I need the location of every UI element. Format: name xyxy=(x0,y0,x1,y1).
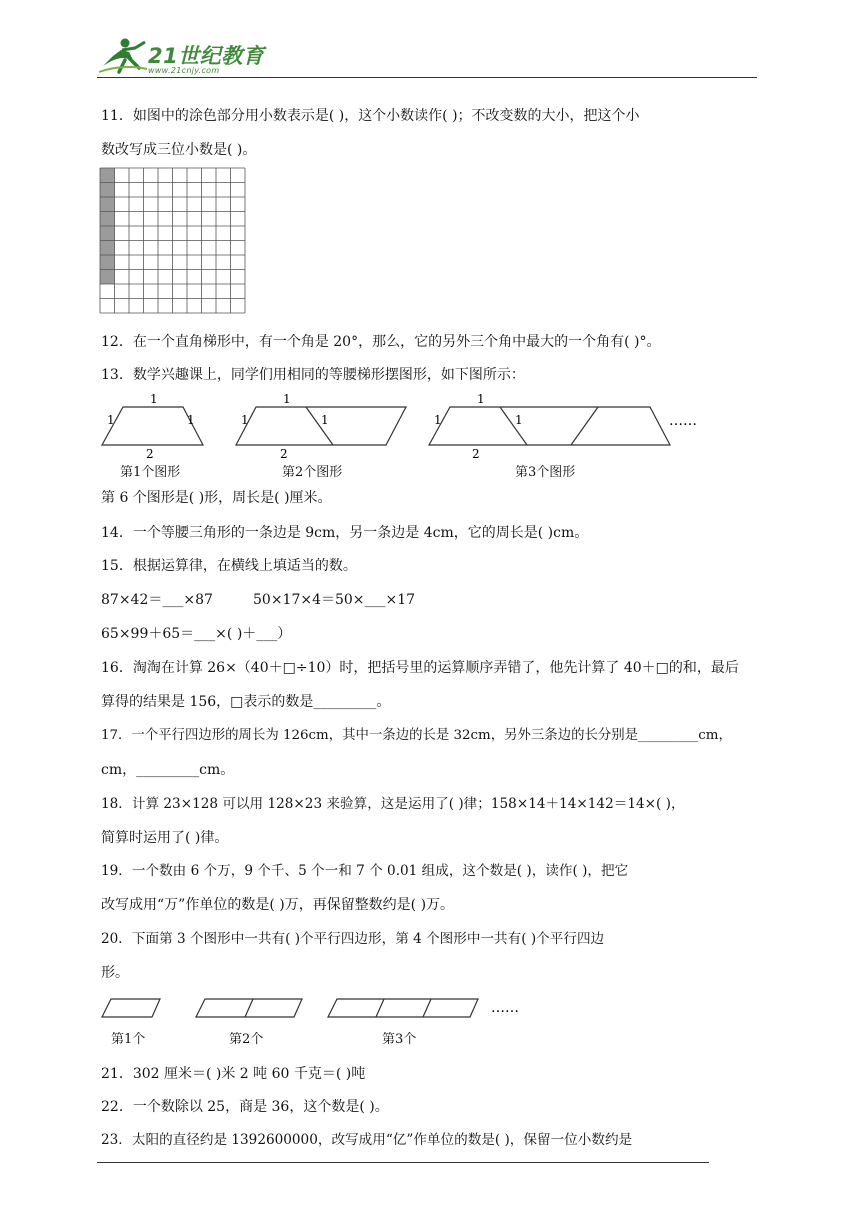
grid-shaded-cell xyxy=(100,168,115,183)
question-16-line-1: 16．淘淘在计算 26×（40＋□÷10）时，把括号里的运算顺序弄错了，他先计算了 40＋□的和，最后 xyxy=(101,660,739,676)
grid-shaded-cell xyxy=(100,183,115,198)
fig1-top-length: 1 xyxy=(150,392,158,406)
question-15-b: 50×17×4＝50×___×17 xyxy=(253,592,416,608)
parallelogram-pattern-figure xyxy=(97,995,537,1023)
question-11-line-2: 数改写成三位小数是( )。 xyxy=(101,142,257,158)
fig2-left-length: 1 xyxy=(241,413,249,427)
question-20-line-1: 20．下面第 3 个图形中一共有( )个平行四边形，第 4 个图形中一共有( )个平行四边 xyxy=(101,931,605,947)
q20-fig1-label: 第1个 xyxy=(111,1032,146,1047)
question-17-line-2: cm，_________cm。 xyxy=(101,762,235,778)
grid-shaded-cell xyxy=(100,226,115,241)
question-22: 22．一个数除以 25，商是 36，这个数是( )。 xyxy=(101,1099,389,1115)
question-18-line-1: 18．计算 23×128 可以用 128×23 来验算，这是运用了( )律；158×14＋14×142＝14×( )， xyxy=(101,796,685,812)
question-16-line-2: 算得的结果是 156，□表示的数是_________。 xyxy=(101,694,391,710)
question-15: 15．根据运算律，在横线上填适当的数。 xyxy=(101,558,357,574)
fig2-bottom-length: 2 xyxy=(280,447,288,461)
parallelogram-shape xyxy=(102,999,160,1017)
question-12: 12．在一个直角梯形中，有一个角是 20°，那么，它的另外三个角中最大的一个角有( )°。 xyxy=(101,334,661,350)
fig3-top-length: 1 xyxy=(477,392,485,406)
question-17-line-1: 17．一个平行四边形的周长为 126cm，其中一条边的长是 32cm，另外三条边的长分别是_________cm， xyxy=(101,728,732,743)
q20-fig2-label: 第2个 xyxy=(229,1032,264,1047)
grid-shaded-cell xyxy=(100,270,115,285)
logo-text: 21世纪教育 xyxy=(148,44,265,68)
trapezoid-pattern-figure xyxy=(95,390,715,462)
header-divider xyxy=(97,77,757,78)
question-19-line-1: 19．一个数由 6 个万，9 个千、5 个一和 7 个 0.01 组成，这个数是( )，读作( )，把它 xyxy=(101,863,629,879)
trapezoid-shape xyxy=(429,407,670,445)
q20-fig3-label: 第3个 xyxy=(382,1032,417,1047)
fig2-middle-length: 1 xyxy=(321,413,329,427)
question-21: 21．302 厘米＝( )米 2 吨 60 千克＝( )吨 xyxy=(101,1066,366,1082)
question-13-answer: 第 6 个图形是( )形，周长是( )厘米。 xyxy=(101,490,332,506)
fig2-label: 第2个图形 xyxy=(282,465,343,480)
question-15-c: 65×99＋65＝___×( )＋___） xyxy=(101,626,292,642)
question-11-line-1: 11．如图中的涂色部分用小数表示是( )，这个小数读作( )；不改变数的大小，把这个小 xyxy=(101,108,640,124)
fig3-bottom-length: 2 xyxy=(472,447,480,461)
grid-shaded-cell xyxy=(100,197,115,212)
fig1-label: 第1个图形 xyxy=(120,465,181,480)
question-23: 23．太阳的直径约是 1392600000，改写成用“亿”作单位的数是( )，保留一位小数约是 xyxy=(101,1132,633,1148)
fig2-top-length: 1 xyxy=(283,392,291,406)
fig1-left-length: 1 xyxy=(107,413,115,427)
fig3-left-length: 1 xyxy=(434,413,442,427)
grid-shaded-cell xyxy=(100,241,115,256)
grid-shaded-cell xyxy=(100,212,115,227)
logo-url: www.21cnjy.com xyxy=(148,66,220,75)
question-18-line-2: 简算时运用了( )律。 xyxy=(101,830,229,846)
question-15-a: 87×42＝___×87 xyxy=(101,592,213,608)
grid-shaded-cell xyxy=(100,255,115,270)
pattern-ellipsis: …… xyxy=(491,1000,519,1016)
pattern-ellipsis: …… xyxy=(669,413,697,429)
fig3-label: 第3个图形 xyxy=(515,465,576,480)
question-20-line-2: 形。 xyxy=(101,965,129,981)
question-19-line-2: 改写成用“万”作单位的数是( )万，再保留整数约是( )万。 xyxy=(101,897,455,913)
grid-lines xyxy=(100,168,245,313)
fig1-right-length: 1 xyxy=(187,413,195,427)
fig3-middle-length: 1 xyxy=(515,413,523,427)
footer-divider xyxy=(97,1162,709,1163)
parallelogram-shape xyxy=(328,999,478,1017)
fig1-bottom-length: 2 xyxy=(146,447,154,461)
decimal-grid-figure xyxy=(99,167,247,319)
question-14: 14．一个等腰三角形的一条边是 9cm，另一条边是 4cm，它的周长是( )cm。 xyxy=(101,525,589,541)
question-13: 13．数学兴趣课上，同学们用相同的等腰梯形摆图形，如下图所示： xyxy=(101,367,525,383)
